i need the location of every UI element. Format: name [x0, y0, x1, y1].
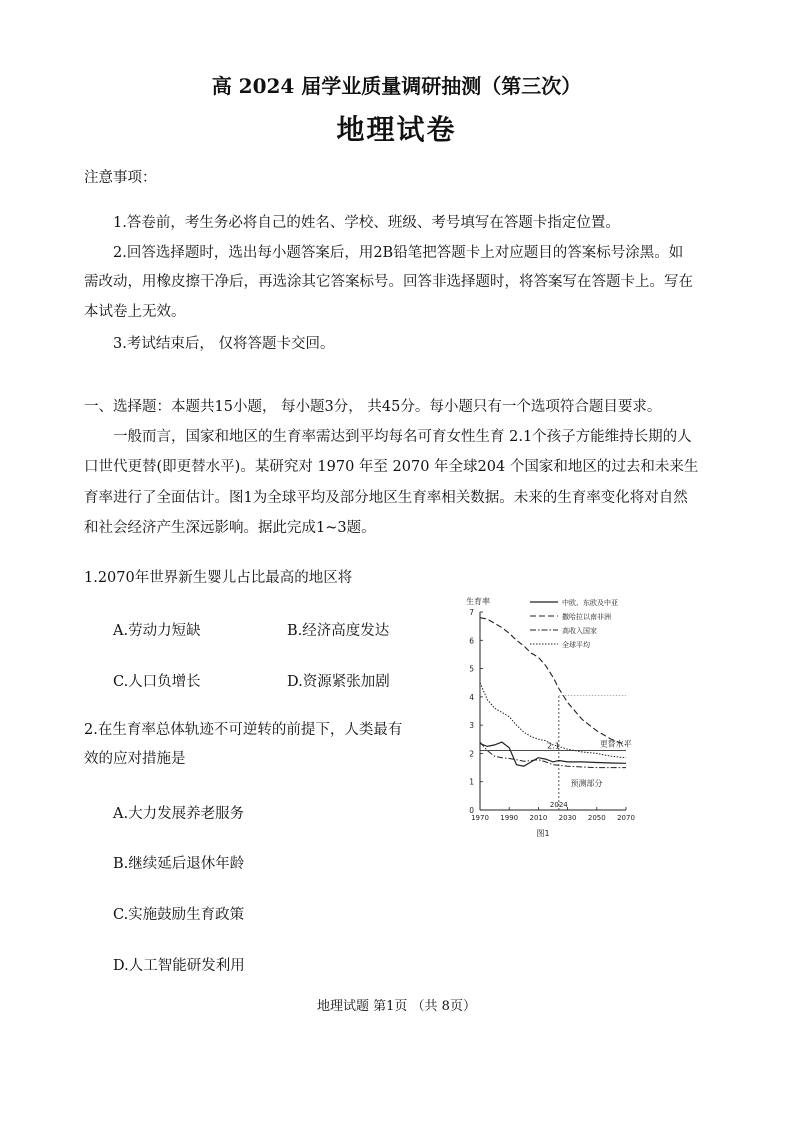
y-tick-label: 5 [469, 664, 474, 674]
legend-label-3: 高收入国家 [562, 627, 597, 635]
question-2-option-b: B.继续延后退休年龄 [113, 856, 245, 872]
question-1-option-c: C.人口负增长 [113, 674, 201, 690]
y-tick-label: 4 [469, 692, 474, 702]
intro-line-2: 口世代更替(即更替水平)。某研究对 1970 年至 2070 年全球204 个国家和地区的过去和未来生 [84, 459, 699, 475]
replacement-level-label: 更替水平 [599, 739, 632, 749]
question-2-option-c: C.实施鼓励生育政策 [113, 907, 245, 923]
replacement-value-label: 2.1 [547, 741, 560, 751]
exam-subject-title: 地理试卷 [336, 113, 457, 146]
notice-item-1: 1.答卷前，考生务必将自己的姓名、学校、班级、考号填写在答题卡指定位置。 [113, 215, 620, 231]
question-2-stem-line2: 效的应对措施是 [84, 751, 186, 767]
y-tick-label: 6 [469, 636, 474, 646]
legend-label-4: 全球平均 [562, 641, 590, 649]
question-2-option-d: D.人工智能研发利用 [113, 958, 245, 974]
chart-caption: 图1 [536, 829, 550, 838]
y-axis-label: 生育率 [466, 597, 490, 606]
question-1-option-d: D.资源紧张加剧 [287, 674, 390, 690]
section-heading: 一、选择题：本题共15小题， 每小题3分， 共45分。每小题只有一个选项符合题目要求。 [84, 399, 662, 415]
y-tick-label: 2 [469, 749, 474, 759]
exam-title: 高 2024 届学业质量调研抽测（第三次） [211, 74, 582, 98]
y-tick-label: 1 [469, 777, 474, 787]
x-tick-label: 2010 [529, 814, 548, 822]
y-tick-label: 3 [469, 721, 474, 731]
x-tick-label: 2070 [617, 814, 635, 822]
forecast-label: 预测部分 [570, 778, 603, 788]
notice-item-2-line1: 2.回答选择题时，选出每小题答案后，用2B铅笔把答题卡上对应题目的答案标号涂黑。如 [113, 245, 684, 261]
notice-heading: 注意事项： [84, 170, 157, 186]
page-footer: 地理试题 第1页 （共 8页） [317, 999, 476, 1014]
question-1-option-b: B.经济高度发达 [287, 623, 390, 639]
x-tick-label: 2030 [558, 814, 577, 822]
divider-year-label: 2024 [549, 801, 568, 809]
intro-line-1: 一般而言，国家和地区的生育率需达到平均每名可育女性生育 2.1个孩子方能维持长期的人 [113, 429, 692, 445]
series-line-2 [480, 618, 626, 745]
notice-item-3: 3.考试结束后， 仅将答题卡交回。 [113, 336, 335, 352]
x-tick-label: 1970 [471, 814, 489, 822]
y-tick-label: 0 [469, 806, 474, 815]
question-1-stem: 1.2070年世界新生婴儿占比最高的地区将 [84, 570, 353, 586]
intro-line-3: 育率进行了全面估计。图1为全球平均及部分地区生育率相关数据。未来的生育率变化将对自然 [84, 490, 688, 506]
legend-label-1: 中欧、东欧及中亚 [562, 599, 618, 607]
fertility-chart [458, 592, 638, 842]
intro-line-4: 和社会经济产生深远影响。据此完成1~3题。 [84, 520, 376, 536]
x-tick-label: 1990 [500, 814, 519, 822]
question-1-option-a: A.劳动力短缺 [113, 623, 201, 639]
y-tick-label: 7 [469, 608, 474, 617]
legend-label-2: 撒哈拉以南非洲 [562, 613, 611, 621]
question-2-stem-line1: 2.在生育率总体轨迹不可逆转的前提下，人类最有 [84, 722, 403, 738]
fertility-chart-svg [458, 592, 638, 842]
question-2-option-a: A.大力发展养老服务 [113, 806, 245, 822]
notice-item-2-line3: 本试卷上无效。 [84, 304, 186, 320]
notice-item-2-line2: 需改动，用橡皮擦干净后，再选涂其它答案标号。回答非选择题时，将答案写在答题卡上。写在 [84, 274, 693, 290]
x-tick-label: 2050 [587, 814, 606, 822]
